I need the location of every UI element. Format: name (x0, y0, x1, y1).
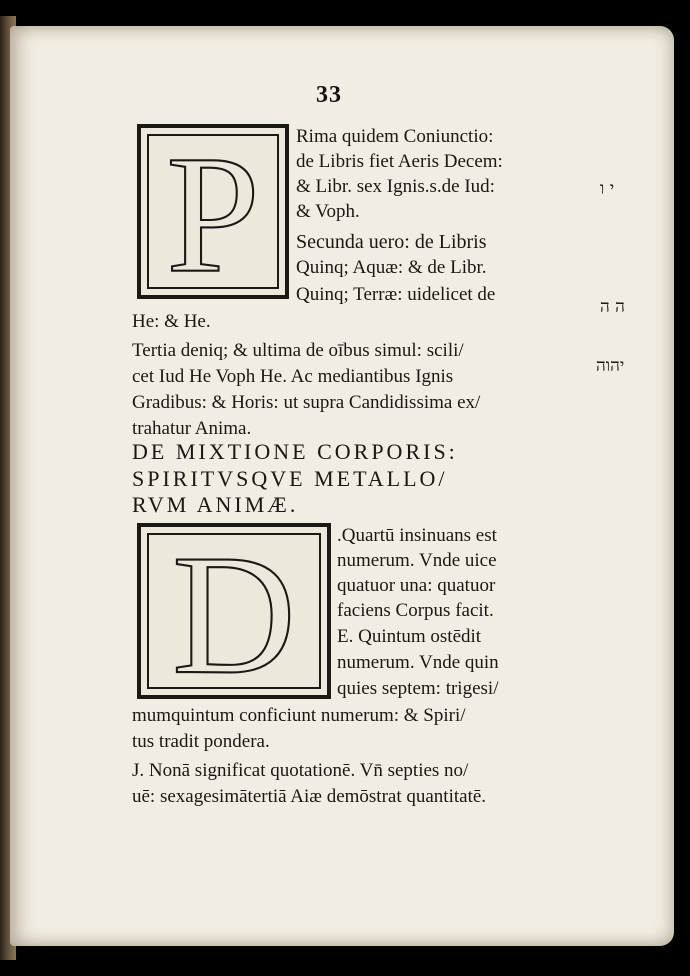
text-line: & Libr. sex Ignis.s.de Iud: (296, 176, 495, 197)
text-line: Quinq; Aquæ: & de Libr. (296, 257, 487, 278)
text-line: trahatur Anima. (132, 418, 252, 439)
text-line: de Libris fiet Aeris Decem: (296, 151, 503, 172)
text-line: He: & He. (132, 311, 211, 332)
section-heading: DE MIXTIONE CORPORIS: (132, 439, 458, 464)
text-line: faciens Corpus facit. (337, 600, 494, 621)
margin-note-hebrew: יהוה (596, 356, 625, 376)
margin-note-hebrew: י ו (600, 179, 615, 199)
decorated-initial-p (137, 124, 289, 299)
text-line: quies septem: trigesi/ (337, 678, 499, 699)
text-line: cet Iud He Voph He. Ac mediantibus Ignis (132, 366, 454, 387)
decorated-initial-d (137, 523, 331, 699)
text-line: uē: sexagesimātertiā Aiæ demōstrat quantitatē. (132, 786, 487, 807)
text-line: Gradibus: & Horis: ut supra Candidissima ex/ (132, 392, 481, 413)
text-line: J. Nonā significat quotationē. Vn̄ septies no/ (132, 760, 469, 781)
text-line: E. Quintum ostēdit (337, 626, 482, 647)
text-line: quatuor una: quatuor (337, 575, 496, 596)
text-line: numerum. Vnde uice (337, 550, 497, 571)
margin-note-hebrew: ה ה (600, 297, 625, 317)
book-page (10, 26, 674, 946)
section-heading: SPIRITVSQVE METALLO/ (132, 466, 448, 491)
svg-text:D: D (171, 527, 297, 695)
initial-d-glyph (141, 527, 327, 695)
text-line: .Quartū insinuans est (337, 525, 497, 546)
text-line: Secunda uero: de Libris (296, 231, 487, 253)
text-line: Tertia deniq; & ultima de oībus simul: scili/ (132, 340, 464, 361)
text-line: mumquintum conficiunt numerum: & Spiri/ (132, 705, 466, 726)
text-line: & Voph. (296, 201, 360, 222)
svg-text:P: P (166, 128, 260, 295)
text-line: tus tradit pondera. (132, 731, 270, 752)
text-line: Rima quidem Coniunctio: (296, 126, 494, 147)
initial-p-glyph (141, 128, 285, 295)
page-number: 33 (316, 82, 342, 108)
section-heading: RVM ANIMÆ. (132, 492, 299, 517)
text-line: Quinq; Terræ: uidelicet de (296, 284, 496, 305)
text-line: numerum. Vnde quin (337, 652, 499, 673)
